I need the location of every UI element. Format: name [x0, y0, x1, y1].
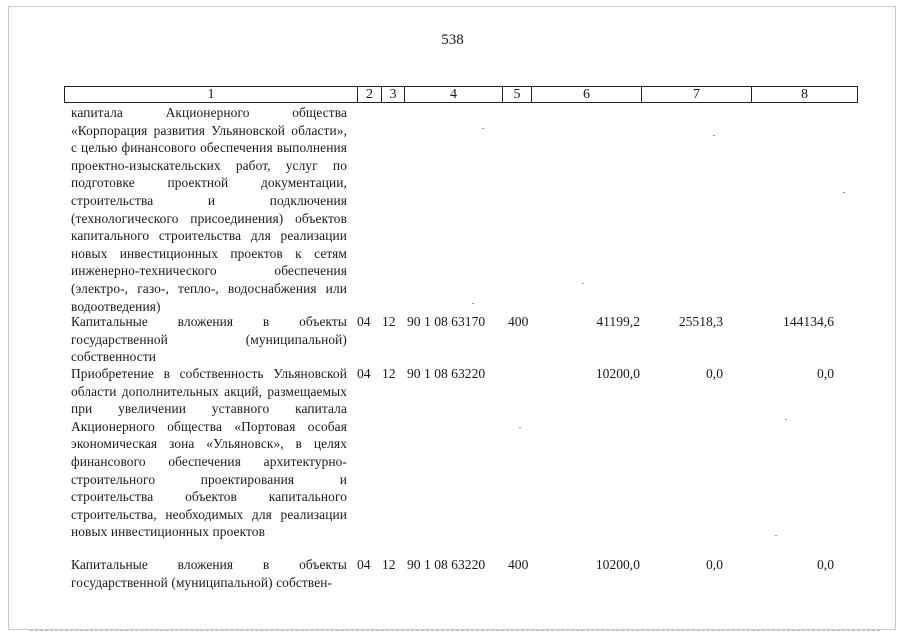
- column-header-5: 5: [503, 87, 532, 102]
- column-header-1: 1: [65, 87, 358, 102]
- row-value-target-article: 90 1 08 63220: [407, 366, 486, 381]
- row-value-subsection: 12: [382, 366, 396, 381]
- column-header-3: 3: [382, 87, 405, 102]
- row-value-col8: 0,0: [817, 366, 834, 381]
- row-value-section: 04: [357, 366, 371, 381]
- row-description: капитала Акционерного общества «Корпорация развития Ульяновской области», с целью финансового обеспечения выполнения проектно-изыскательских работ, услуг по подготовке проектной документации, строительства и подключения (технологического присоединения) объектов капитального строительства для реализации новых инвестиционных проектов к сетям инженерно-технического обеспечения (электро-, газо-, тепло-, водоснабжения или водоотведения): [71, 105, 347, 314]
- column-header-7: 7: [642, 87, 752, 102]
- scan-speck: [843, 192, 845, 193]
- row-value-subsection: 12: [382, 557, 396, 572]
- row-value-col7: 0,0: [706, 557, 723, 572]
- row-value-target-article: 90 1 08 63170: [407, 314, 486, 329]
- page-bottom-edge: [30, 630, 880, 631]
- row-value-col8: 0,0: [817, 557, 834, 572]
- row-value-col7: 25518,3: [678, 314, 723, 329]
- row-value-col7: 0,0: [706, 366, 723, 381]
- row-value-section: 04: [357, 557, 371, 572]
- scan-speck: [582, 283, 584, 284]
- page-number: 538: [441, 32, 464, 48]
- row-value-target-article: 90 1 08 63220: [407, 557, 486, 572]
- column-header-4: 4: [405, 87, 503, 102]
- scan-speck: [519, 427, 521, 428]
- column-header-6: 6: [532, 87, 642, 102]
- scan-speck: [713, 135, 715, 136]
- row-value-expense-type: 400: [508, 557, 529, 572]
- row-description: Капитальные вложения в объекты государственной (муниципальной) собственности: [71, 314, 347, 365]
- row-value-col6: 10200,0: [595, 366, 640, 381]
- table-header-row: [64, 86, 858, 103]
- row-value-col6: 41199,2: [596, 314, 640, 329]
- row-value-subsection: 12: [382, 314, 396, 329]
- scan-speck: [775, 535, 777, 536]
- row-value-expense-type: 400: [508, 314, 529, 329]
- scan-speck: [785, 419, 787, 420]
- scan-speck: [472, 303, 474, 304]
- row-value-col8: 144134,6: [783, 314, 834, 329]
- scan-speck: [482, 128, 484, 129]
- row-description: Приобретение в собственность Ульяновской области дополнительных акций, размещаемых при увеличении уставного капитала Акционерного общества «Портовая особая экономическая зона «Ульяновск», в целях финансового обеспечения архитектурно-строительного проектирования и строительства объектов капитального строительства, необходимых для реализации новых инвестиционных проектов: [71, 366, 347, 540]
- column-header-8: 8: [801, 87, 808, 102]
- row-value-col6: 10200,0: [595, 557, 640, 572]
- column-header-2: 2: [358, 87, 382, 102]
- row-value-section: 04: [357, 314, 371, 329]
- row-description: Капитальные вложения в объекты государственной (муниципальной) собствен-: [71, 557, 347, 590]
